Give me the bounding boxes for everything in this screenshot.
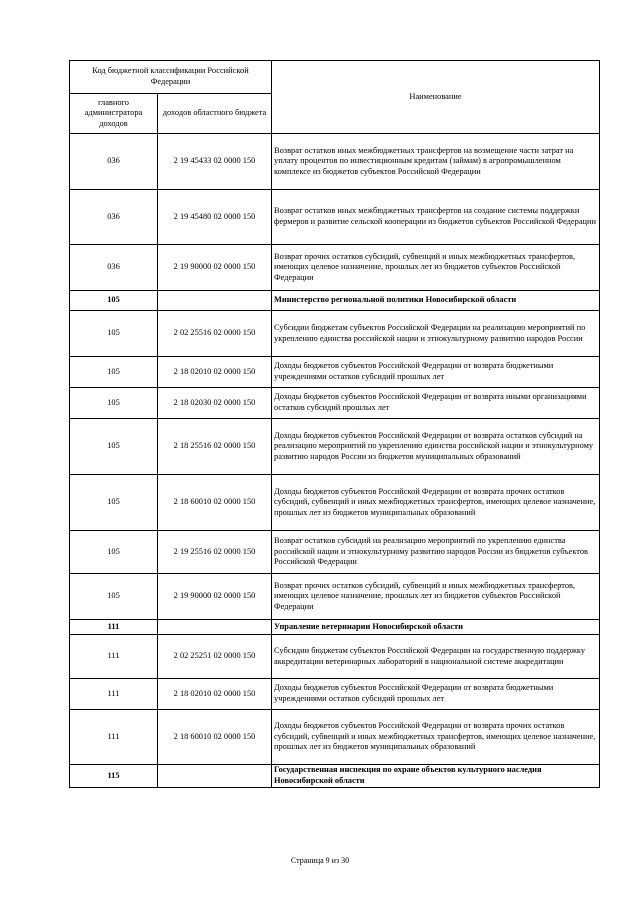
name-cell: Субсидии бюджетам субъектов Российской Федерации на государственную поддержку аккредитации ветеринарных лабораторий в национальной системе аккредитации xyxy=(272,635,600,679)
name-cell: Доходы бюджетов субъектов Российской Федерации от возврата бюджетными учреждениями остатков субсидий прошлых лет xyxy=(272,679,600,710)
admin-column-header: главного администратора доходов xyxy=(70,94,158,134)
income-code-cell: 2 18 02010 02 0000 150 xyxy=(158,357,272,388)
name-cell: Субсидии бюджетам субъектов Российской Федерации на реализацию мероприятий по укреплению единства российской нации и этнокультурному развитию народов России xyxy=(272,311,600,357)
table-row xyxy=(70,531,600,574)
table-row xyxy=(70,635,600,679)
table-header-row xyxy=(70,61,600,94)
income-code-cell: 2 18 60010 02 0000 150 xyxy=(158,710,272,765)
name-cell: Доходы бюджетов субъектов Российской Федерации от возврата бюджетными учреждениями остатков субсидий прошлых лет xyxy=(272,357,600,388)
name-cell: Возврат остатков субсидий на реализацию мероприятий по укреплению единства российской нации и этнокультурному развитию народов России из бюджетов субъектов Российской Федерации xyxy=(272,531,600,574)
name-cell: Доходы бюджетов субъектов Российской Федерации от возврата прочих остатков субсидий, субвенций и иных межбюджетных трансфертов, имеющих целевое назначение, прошлых лет из бюджетов муниципальных образований xyxy=(272,710,600,765)
table-row xyxy=(70,710,600,765)
admin-code-cell: 111 xyxy=(70,679,158,710)
admin-code-cell: 111 xyxy=(70,710,158,765)
name-cell: Возврат остатков иных межбюджетных трансфертов на возмещение части затрат на уплату процентов по инвестиционным кредитам (займам) в агропромышленном комплексе из бюджетов субъектов Российской Федерации xyxy=(272,134,600,190)
name-column-header: Наименование xyxy=(272,61,600,134)
admin-code-cell: 105 xyxy=(70,357,158,388)
income-column-header: доходов областного бюджета xyxy=(158,94,272,134)
admin-code-cell: 105 xyxy=(70,531,158,574)
table-row xyxy=(70,574,600,620)
income-code-cell: 2 19 25516 02 0000 150 xyxy=(158,531,272,574)
name-cell: Возврат прочих остатков субсидий, субвенций и иных межбюджетных трансфертов, имеющих целевое назначение, прошлых лет из бюджетов субъектов Российской Федерации xyxy=(272,245,600,291)
name-cell: Доходы бюджетов субъектов Российской Федерации от возврата прочих остатков субсидий, субвенций и иных межбюджетных трансфертов, имеющих целевое назначение, прошлых лет из бюджетов муниципальных образований xyxy=(272,475,600,531)
section-row xyxy=(70,620,600,635)
admin-code-cell: 105 xyxy=(70,574,158,620)
admin-code-cell: 036 xyxy=(70,190,158,245)
table-row xyxy=(70,475,600,531)
table-row xyxy=(70,245,600,291)
table-row xyxy=(70,311,600,357)
name-cell: Возврат остатков иных межбюджетных трансфертов на создание системы поддержки фермеров и развитие сельской кооперации из бюджетов субъектов Российской Федерации xyxy=(272,190,600,245)
name-cell: Управление ветеринарии Новосибирской области xyxy=(272,620,600,635)
admin-code-cell: 111 xyxy=(70,635,158,679)
income-code-cell: 2 18 60010 02 0000 150 xyxy=(158,475,272,531)
section-row xyxy=(70,291,600,311)
budget-classification-table xyxy=(69,60,600,788)
admin-code-cell: 036 xyxy=(70,134,158,190)
name-cell: Министерство региональной политики Новосибирской области xyxy=(272,291,600,311)
income-code-cell: 2 19 45433 02 0000 150 xyxy=(158,134,272,190)
table-row xyxy=(70,419,600,475)
income-code-cell xyxy=(158,620,272,635)
name-cell: Возврат прочих остатков субсидий, субвенций и иных межбюджетных трансфертов, имеющих целевое назначение, прошлых лет из бюджетов субъектов Российской Федерации xyxy=(272,574,600,620)
income-code-cell: 2 19 45480 02 0000 150 xyxy=(158,190,272,245)
admin-code-cell: 105 xyxy=(70,311,158,357)
name-cell: Государственная инспекция по охране объектов культурного наследия Новосибирской области xyxy=(272,765,600,788)
table-row xyxy=(70,357,600,388)
admin-code-cell: 115 xyxy=(70,765,158,788)
admin-code-cell: 105 xyxy=(70,475,158,531)
income-code-cell: 2 02 25516 02 0000 150 xyxy=(158,311,272,357)
income-code-cell: 2 02 25251 02 0000 150 xyxy=(158,635,272,679)
page-number: Страница 9 из 30 xyxy=(290,856,350,865)
admin-code-cell: 105 xyxy=(70,291,158,311)
admin-code-cell: 036 xyxy=(70,245,158,291)
income-code-cell xyxy=(158,765,272,788)
admin-code-cell: 111 xyxy=(70,620,158,635)
admin-code-cell: 105 xyxy=(70,388,158,419)
table-row xyxy=(70,679,600,710)
section-row xyxy=(70,765,600,788)
code-group-header: Код бюджетной классификации Российской Федерации xyxy=(70,61,272,94)
table-row xyxy=(70,190,600,245)
admin-code-cell: 105 xyxy=(70,419,158,475)
income-code-cell: 2 18 25516 02 0000 150 xyxy=(158,419,272,475)
income-code-cell xyxy=(158,291,272,311)
name-cell: Доходы бюджетов субъектов Российской Федерации от возврата иными организациями остатков субсидий прошлых лет xyxy=(272,388,600,419)
name-cell: Доходы бюджетов субъектов Российской Федерации от возврата остатков субсидий на реализацию мероприятий по укреплению единства российской нации и этнокультурному развитию народов России из бюджетов муниципальных образований xyxy=(272,419,600,475)
table-row xyxy=(70,134,600,190)
income-code-cell: 2 18 02030 02 0000 150 xyxy=(158,388,272,419)
income-code-cell: 2 19 90000 02 0000 150 xyxy=(158,574,272,620)
income-code-cell: 2 19 90000 02 0000 150 xyxy=(158,245,272,291)
income-code-cell: 2 18 02010 02 0000 150 xyxy=(158,679,272,710)
table-row xyxy=(70,388,600,419)
